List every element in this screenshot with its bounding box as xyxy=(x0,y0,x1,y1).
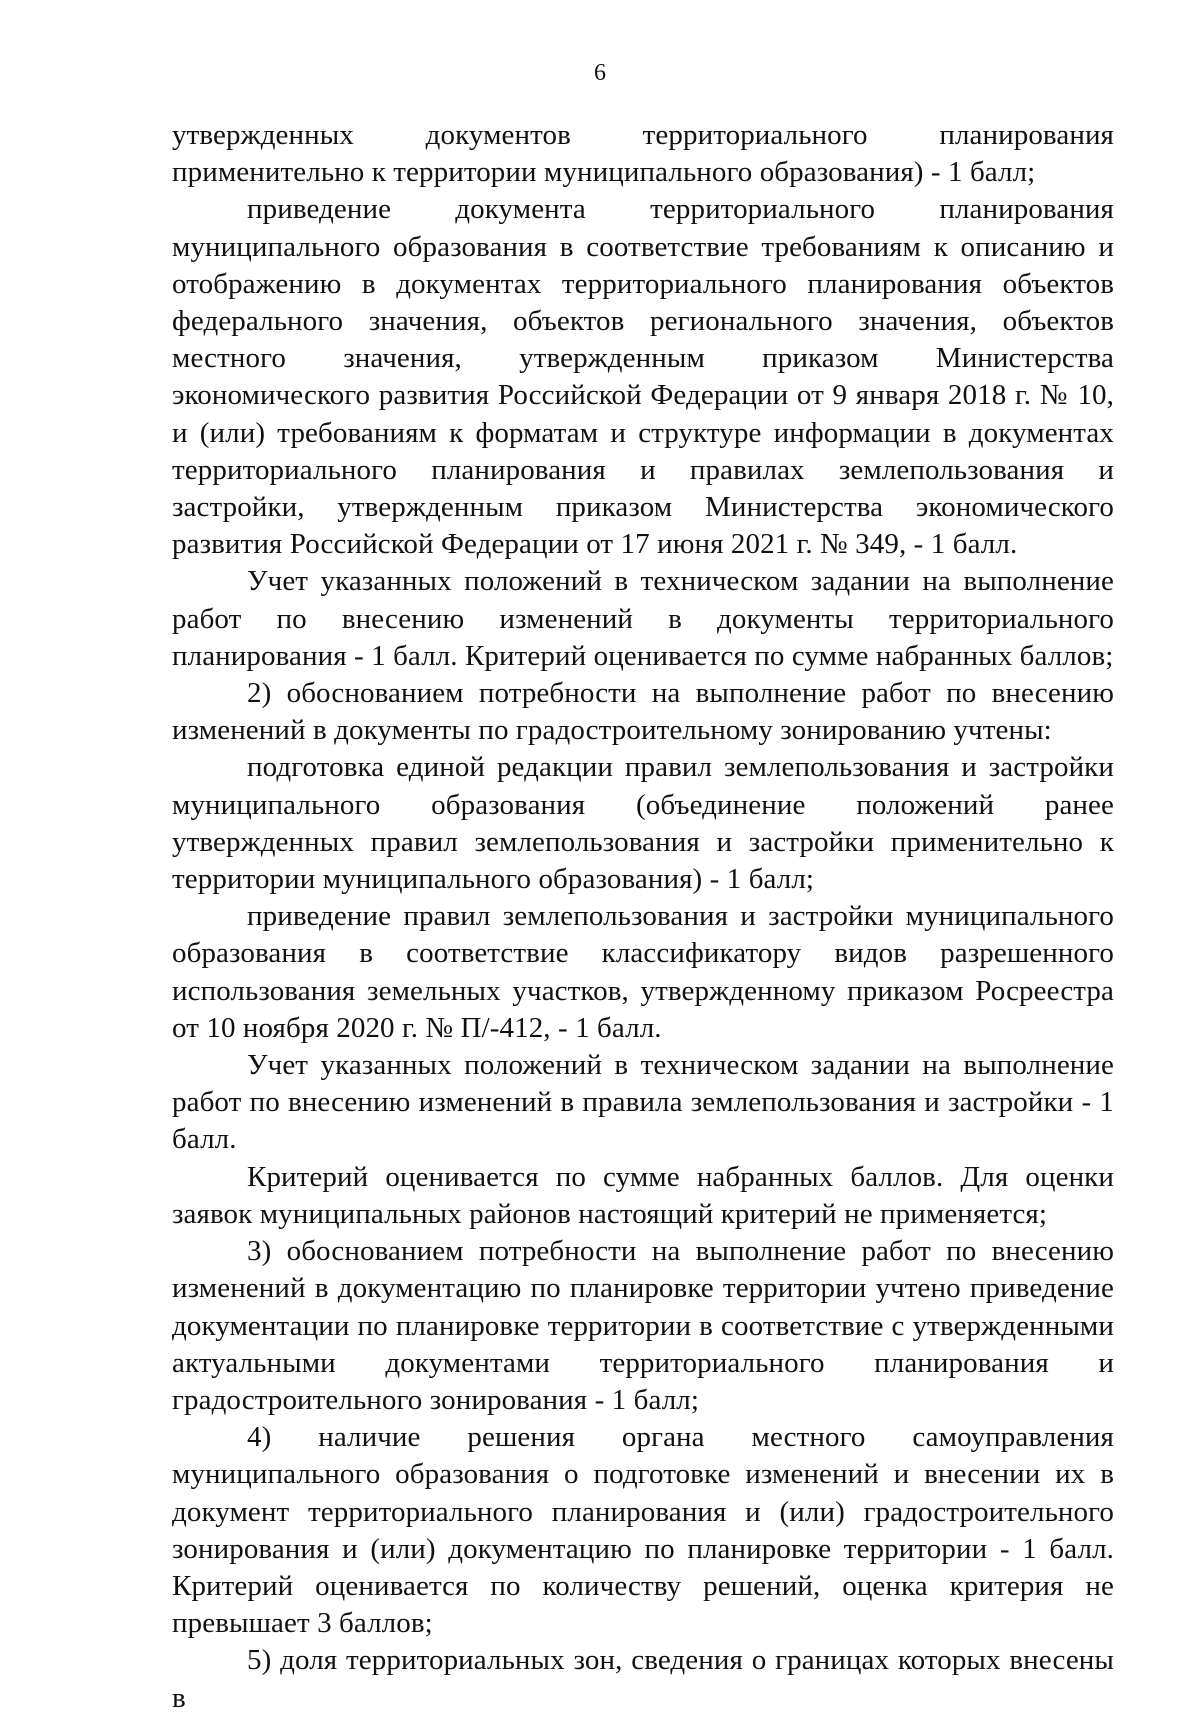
paragraph-item-5: 5) доля территориальных зон, сведения о границах которых внесены в xyxy=(172,1644,1114,1714)
document-body xyxy=(172,117,1114,1717)
paragraph-item-4: 4) наличие решения органа местного самоуправления муниципального образования о подготовке изменений и внесении их в документ территориального планирования и (или) градостроительного зонирования и (или) документацию по планировке территории - 1 балл. Критерий оценивается по количеству решений, оценка критерия не превышает 3 баллов; xyxy=(172,1421,1114,1640)
paragraph-item-3: 3) обоснованием потребности на выполнение работ по внесению изменений в документацию по планировке территории учтено приведение документации по планировке территории в соответствие с утвержденными актуальными документами территориального планирования и градостроительного зонирования - 1 балл; xyxy=(172,1235,1114,1416)
page-number: 6 xyxy=(594,60,606,86)
paragraph-criterion-sum: Критерий оценивается по сумме набранных баллов. Для оценки заявок муниципальных районов настоящий критерий не применяется; xyxy=(172,1160,1114,1230)
paragraph-item-2: 2) обоснованием потребности на выполнение работ по внесению изменений в документы по градостроительному зонированию учтены: xyxy=(172,677,1114,747)
paragraph-classifier: приведение правил землепользования и застройки муниципального образования в соответствие классификатору видов разрешенного использования земельных участков, утвержденному приказом Росреестра от 10 ноября 2020 г. № П/-412, - 1 балл. xyxy=(172,900,1114,1044)
paragraph-technical-task-1: Учет указанных положений в техническом задании на выполнение работ по внесению изменений в документы территориального планирования - 1 балл. Критерий оценивается по сумме набранных баллов; xyxy=(172,565,1114,672)
paragraph-unified-edition: подготовка единой редакции правил землепользования и застройки муниципального образования (объединение положений ранее утвержденных правил землепользования и застройки применительно к территории муниципального образования) - 1 балл; xyxy=(172,751,1114,896)
paragraph-technical-task-2: Учет указанных положений в техническом задании на выполнение работ по внесению изменений в правила землепользования и застройки - 1 балл. xyxy=(172,1049,1114,1156)
paragraph-continuation: утвержденных документов территориального планирования применительно к территории муниципального образования) - 1 балл; xyxy=(172,119,1114,189)
paragraph-bringing-document: приведение документа территориального планирования муниципального образования в соответствие требованиям к описанию и отображению в документах территориального планирования объектов федерального значения, объектов регионального значения, объектов местного значения, утвержденным приказом Министерства экономического развития Российской Федерации от 9 января 2018 г. № 10, и (или) требованиям к форматам и структуре информации в документах территориального планирования и правилах землепользования и застройки, утвержденным приказом Министерства экономического развития Российской Федерации от 17 июня 2021 г. № 349, - 1 балл. xyxy=(172,193,1114,561)
